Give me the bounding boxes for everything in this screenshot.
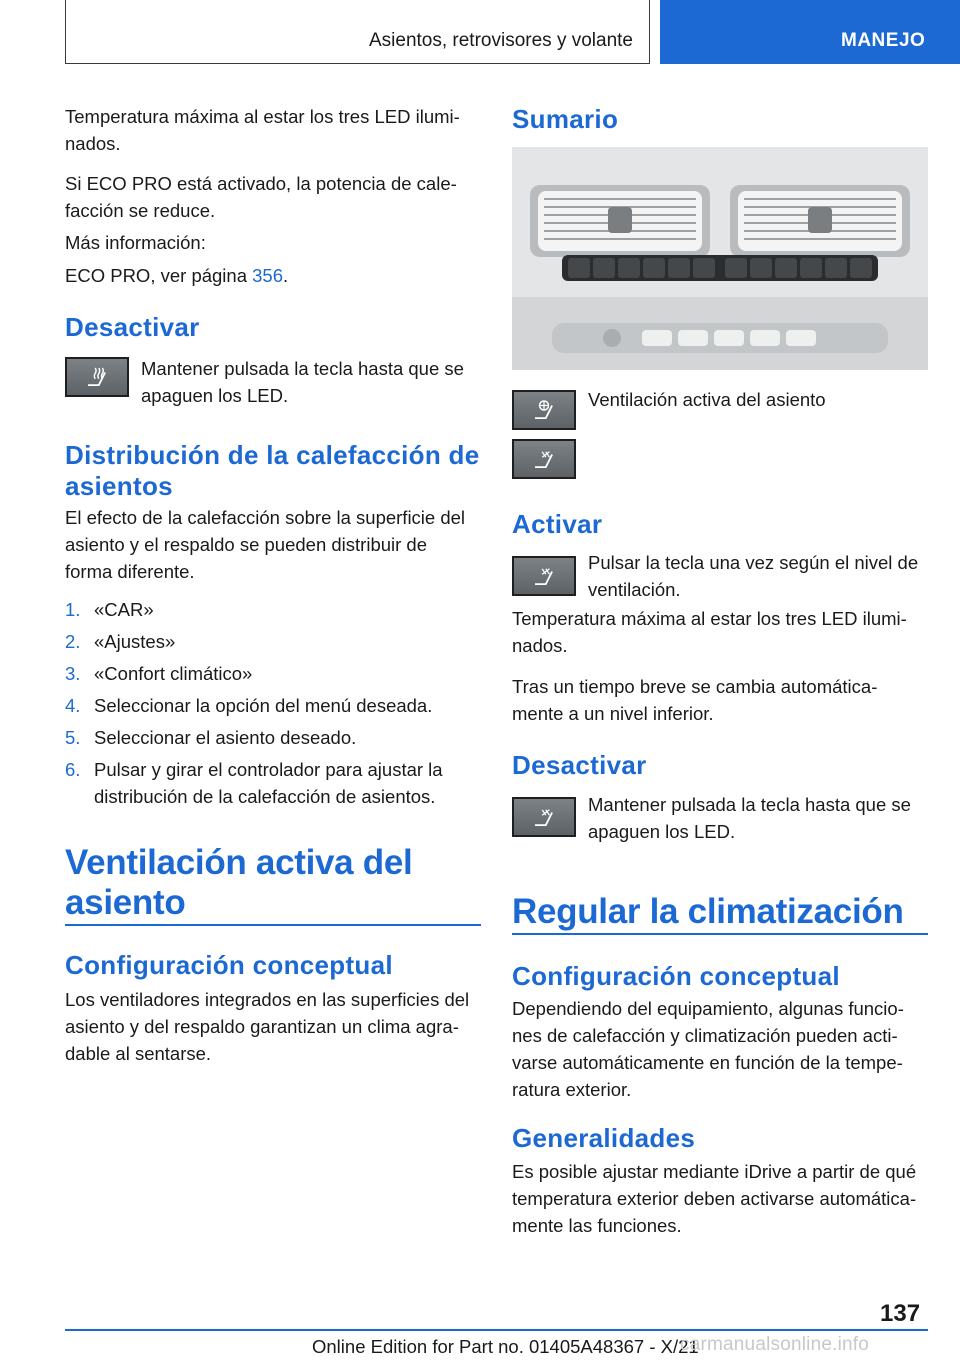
config-text-left: Los ventiladores integrados en las superficies del asiento y del respaldo garantizan un clima agra- dable al sentarse. — [65, 989, 470, 1064]
right-paragraph-tras: Tras un tiempo breve se cambia automática- mente a un nivel inferior. — [512, 676, 878, 724]
right-paragraph-temperature: Temperatura máxima al estar los tres LED ilumi- nados. — [512, 608, 907, 656]
step-number: 3. — [65, 663, 81, 684]
heading-config-right: Configuración conceptual — [512, 961, 840, 991]
seat-ventilation-deactivate-icon — [512, 797, 576, 837]
page-number: 137 — [880, 1300, 921, 1327]
config-text-right: Dependiendo del equipamiento, algunas funcio- nes de calefacción y climatización pueden acti- varse automáticamente en función de la tempe- ratura exterior. — [512, 998, 904, 1100]
seat-ventilation-button-icon — [512, 439, 576, 479]
watermark: carmanualsonline.info — [680, 1334, 870, 1355]
footer-rule — [65, 1329, 928, 1331]
activar-text: Pulsar la tecla una vez según el nivel de ventilación. — [588, 552, 919, 600]
distribucion-text: El efecto de la calefacción sobre la superficie del asiento y el respaldo se pueden distribuir de forma diferente. — [65, 507, 466, 582]
step-text: Seleccionar la opción del menú deseada. — [94, 695, 433, 716]
eco-pro-ref-prefix: ECO PRO, ver página — [65, 265, 253, 286]
step-text: «CAR» — [94, 599, 154, 620]
step-text: «Ajustes» — [94, 631, 176, 652]
page-link-356[interactable]: 356 — [252, 265, 284, 286]
heading-distribucion: Distribución de la calefacción de asientos — [65, 440, 480, 501]
seat-ventilation-activate-icon — [512, 556, 576, 596]
title-ventilacion-activa: Ventilación activa del asiento — [65, 843, 413, 922]
heading-activar: Activar — [512, 509, 603, 539]
header-section-box — [65, 0, 650, 64]
step-number: 6. — [65, 759, 81, 780]
seat-ventilation-icon-fan — [512, 390, 576, 430]
heading-generalidades: Generalidades — [512, 1123, 696, 1153]
step-number: 5. — [65, 727, 81, 748]
left-desactivar-text: Mantener pulsada la tecla hasta que se apaguen los LED. — [141, 358, 464, 406]
generalidades-text: Es posible ajustar mediante iDrive a partir de qué temperatura exterior deben activarse automática- mente las funciones. — [512, 1161, 917, 1236]
heading-sumario: Sumario — [512, 104, 619, 134]
chapter-tab[interactable] — [660, 0, 960, 64]
eco-pro-ref-suffix: . — [283, 265, 289, 286]
title-rule-left — [65, 924, 481, 926]
steps-list — [65, 596, 485, 816]
footer-edition: Online Edition for Part no. 01405A48367 - X/21 — [312, 1336, 699, 1357]
right-desactivar-text: Mantener pulsada la tecla hasta que se apaguen los LED. — [588, 794, 911, 842]
chapter-tab-label: MANEJO — [841, 30, 926, 51]
heading-config-left: Configuración conceptual — [65, 950, 393, 980]
step-number: 4. — [65, 695, 81, 716]
heading-desactivar-left: Desactivar — [65, 312, 200, 342]
left-paragraph-eco-pro: Si ECO PRO está activado, la potencia de cale- facción se reduce. — [65, 173, 457, 221]
step-text: «Confort climático» — [94, 663, 253, 684]
step-text: Pulsar y girar el controlador para ajustar la distribución de la calefacción de asientos. — [94, 759, 443, 807]
ventilacion-caption: Ventilación activa del asiento — [588, 389, 826, 410]
section-title: Asientos, retrovisores y volante — [368, 30, 633, 51]
step-text: Seleccionar el asiento deseado. — [94, 727, 357, 748]
left-paragraph-more-info: Más información: — [65, 232, 206, 253]
title-regular-climatizacion: Regular la climatización — [512, 892, 904, 931]
heading-desactivar-right: Desactivar — [512, 750, 647, 780]
title-rule-right — [512, 933, 928, 935]
step-number: 1. — [65, 599, 81, 620]
left-paragraph-temperature: Temperatura máxima al estar los tres LED ilumi- nados. — [65, 106, 460, 154]
left-paragraph-eco-pro-ref — [65, 262, 485, 289]
climate-control-panel-photo — [512, 147, 928, 370]
step-number: 2. — [65, 631, 81, 652]
seat-heating-button-icon — [65, 357, 129, 397]
